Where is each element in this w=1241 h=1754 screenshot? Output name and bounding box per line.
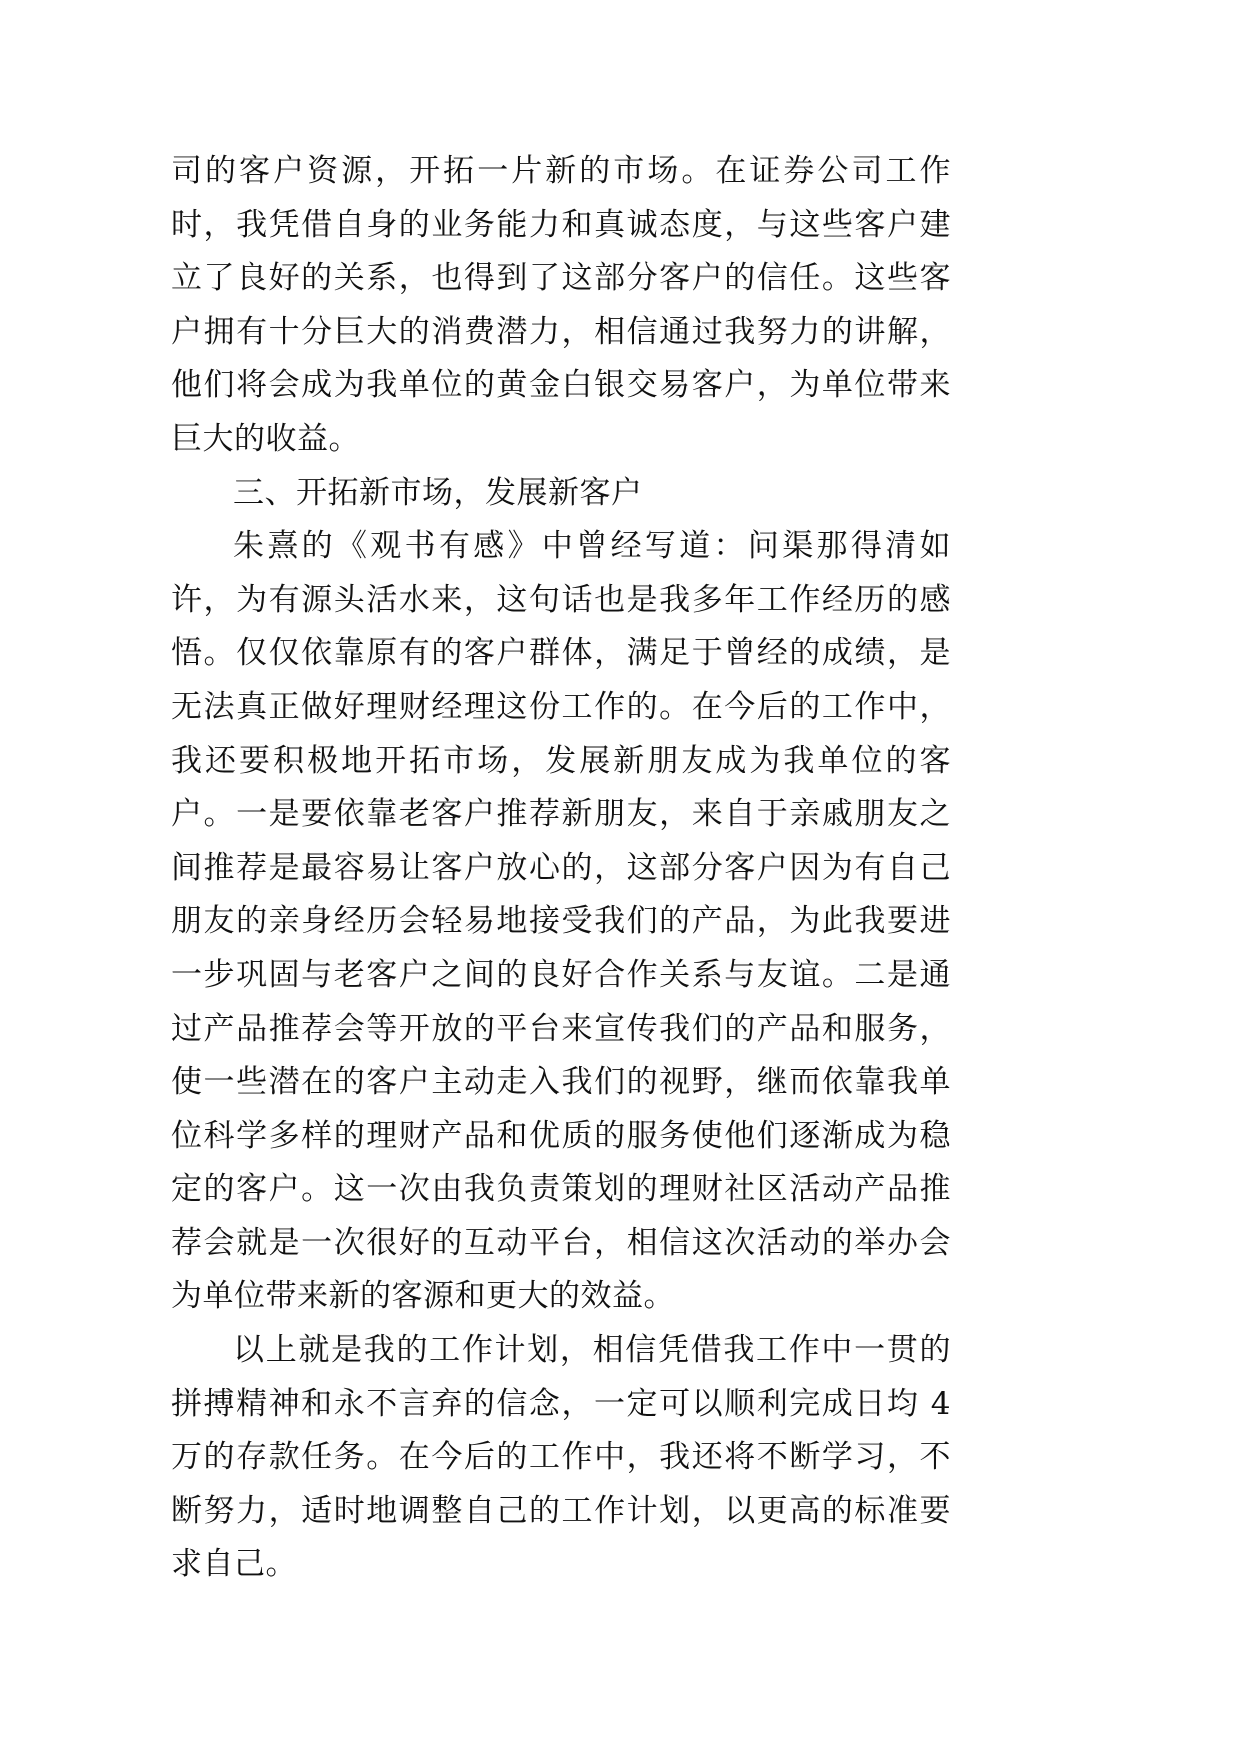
section-heading: 三、开拓新市场，发展新客户: [233, 474, 643, 511]
paragraph-continuation: 司的客户资源，开拓一片新的市场。在证券公司工作时，我凭借自身的业务能力和真诚态度，与这些客户建立了良好的关系，也得到了这部分客户的信任。这些客户拥有十分巨大的消费潜力，相信通过我努力的讲解，他们将会成为我单位的黄金白银交易客户，为单位带来巨大的收益。: [171, 153, 951, 457]
paragraph-new-market: 朱熹的《观书有感》中曾经写道：问渠那得清如许，为有源头活水来，这句话也是我多年工作经历的感悟。仅仅依靠原有的客户群体，满足于曾经的成绩，是无法真正做好理财经理这份工作的。在今后的工作中，我还要积极地开拓市场，发展新朋友成为我单位的客户。一是要依靠老客户推荐新朋友，来自于亲戚朋友之间推荐是最容易让客户放心的，这部分客户因为有自己朋友的亲身经历会轻易地接受我们的产品，为此我要进一步巩固与老客户之间的良好合作关系与友谊。二是通过产品推荐会等开放的平台来宣传我们的产品和服务，使一些潜在的客户主动走入我们的视野，继而依靠我单位科学多样的理财产品和优质的服务使他们逐渐成为稳定的客户。这一次由我负责策划的理财社区活动产品推荐会就是一次很好的互动平台，相信这次活动的举办会为单位带来新的客源和更大的效益。: [171, 528, 951, 1315]
document-body: [171, 145, 951, 1592]
paragraph-conclusion: 以上就是我的工作计划，相信凭借我工作中一贯的拼搏精神和永不言弃的信念，一定可以顺利完成日均 4 万的存款任务。在今后的工作中，我还将不断学习，不断努力，适时地调整自己的工作计划，以更高的标准要求自己。: [171, 1332, 951, 1583]
